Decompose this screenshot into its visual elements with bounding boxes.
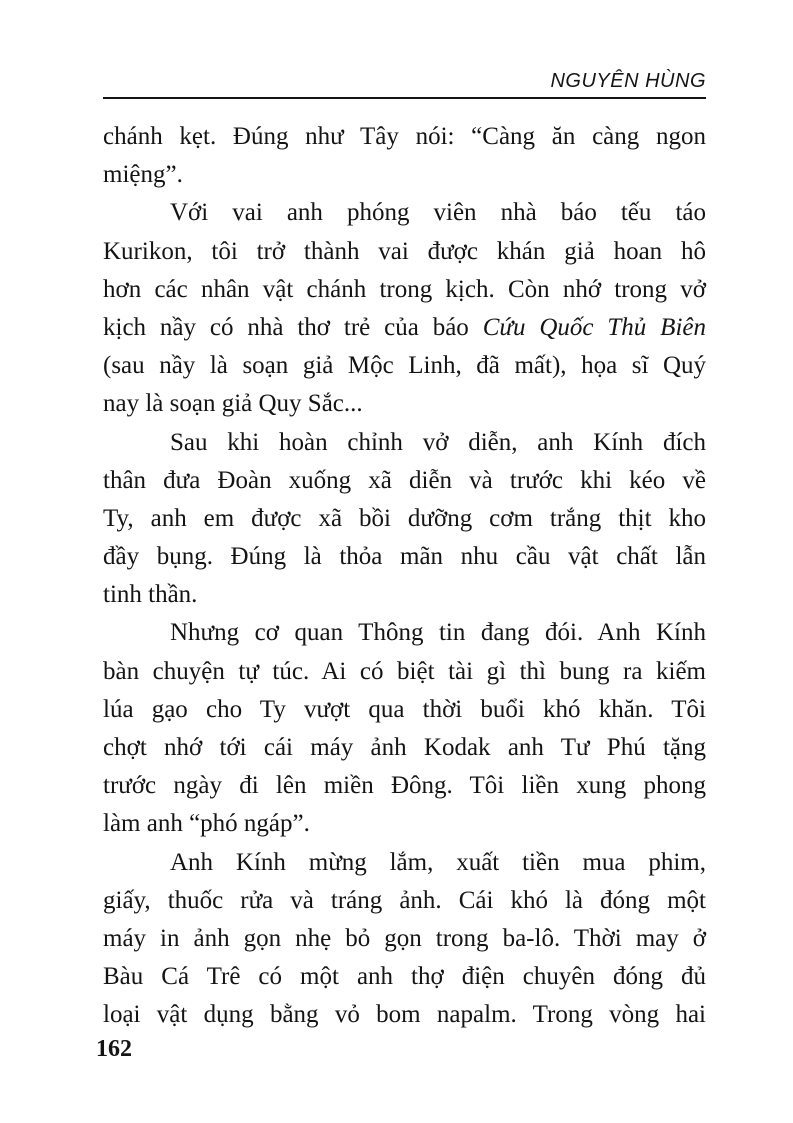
text-line: thân đưa Đoàn xuống xã diễn và trước khi kéo về xyxy=(103,466,706,494)
header-rule xyxy=(103,97,706,99)
text-line: nay là soạn giả Quy Sắc... xyxy=(103,390,363,418)
running-head: NGUYÊN HÙNG xyxy=(550,70,706,92)
body-text xyxy=(103,118,706,1035)
text-line: loại vật dụng bằng vỏ bom napalm. Trong vòng hai xyxy=(103,1001,706,1029)
page-number: 162 xyxy=(96,1036,132,1062)
text-line: giấy, thuốc rửa và tráng ảnh. Cái khó là đóng một xyxy=(103,886,706,914)
publication-title: Cứu Quốc Thủ Biên xyxy=(482,313,706,341)
text-line: trước ngày đi lên miền Đông. Tôi liền xung phong xyxy=(103,772,706,800)
text-line: tinh thần. xyxy=(103,581,198,609)
text-line: chánh kẹt. Đúng như Tây nói: “Càng ăn càng ngon xyxy=(103,123,706,150)
text-line: đầy bụng. Đúng là thỏa mãn nhu cầu vật chất lẫn xyxy=(103,543,706,571)
text-line: hơn các nhân vật chánh trong kịch. Còn nhớ trong vở xyxy=(103,275,706,303)
text-line: Bàu Cá Trê có một anh thợ điện chuyên đóng đủ xyxy=(103,963,706,991)
text-line: Với vai anh phóng viên nhà báo tếu táo xyxy=(170,199,706,227)
text-line: Anh Kính mừng lắm, xuất tiền mua phim, xyxy=(170,848,706,876)
text-line: chợt nhớ tới cái máy ảnh Kodak anh Tư Phú tặng xyxy=(103,734,706,761)
text-line: bàn chuyện tự túc. Ai có biệt tài gì thì bung ra kiếm xyxy=(103,657,706,685)
text-line xyxy=(103,309,706,347)
text-line: Sau khi hoàn chỉnh vở diễn, anh Kính đích xyxy=(170,428,706,456)
text-line: miệng”. xyxy=(103,161,183,189)
text-line: Nhưng cơ quan Thông tin đang đói. Anh Kính xyxy=(170,619,706,647)
text-line: làm anh “phó ngáp”. xyxy=(103,810,310,838)
text-line: Ty, anh em được xã bồi dưỡng cơm trắng thịt kho xyxy=(103,504,706,532)
text-line: (sau nầy là soạn giả Mộc Linh, đã mất), họa sĩ Quý xyxy=(103,352,706,380)
text-line: lúa gạo cho Ty vượt qua thời buổi khó khăn. Tôi xyxy=(103,695,706,723)
text-line: máy in ảnh gọn nhẹ bỏ gọn trong ba-lô. Thời may ở xyxy=(103,924,706,952)
text-line-plain: kịch nầy có nhà thơ trẻ của báo xyxy=(103,313,483,341)
text-line: Kurikon, tôi trở thành vai được khán giả hoan hô xyxy=(103,237,706,265)
